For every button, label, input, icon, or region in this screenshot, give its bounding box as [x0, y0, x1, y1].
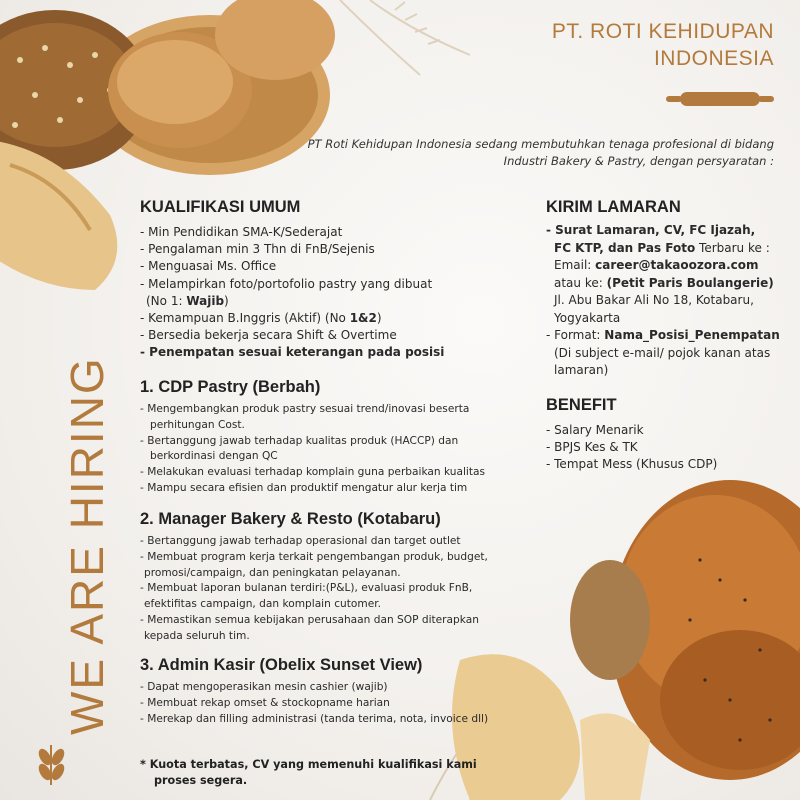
list-item-bold: Wajib [186, 293, 225, 308]
list-item: - Membuat laporan bulanan terdiri:(P&L), evaluasi produk FnB, [140, 582, 473, 595]
kualifikasi-title: KUALIFIKASI UMUM [140, 198, 301, 216]
kirim-line [546, 327, 796, 345]
email-address: career@takaoozora.com [595, 258, 759, 272]
kirim-text: Email: [554, 258, 596, 272]
list-item: - Melakukan evaluasi terhadap komplain guna perbaikan kualitas [140, 466, 486, 479]
list-item: - Memastikan semua kebijakan perusahaan dan SOP diterapkan [140, 613, 479, 626]
list-item: - Penempatan sesuai keterangan pada posisi [140, 345, 445, 360]
quota-note [140, 757, 477, 789]
list-item: - Merekap dan filling administrasi (tanda terima, nota, invoice dll) [140, 712, 489, 725]
kirim-text: - Format: [546, 328, 605, 342]
list-item: - Min Pendidikan SMA-K/Sederajat [140, 225, 343, 239]
list-item: - Bertanggung jawab terhadap kualitas produk (HACCP) dan [140, 434, 459, 447]
kirim-text: atau ke: [554, 275, 607, 290]
position-2-title: 2. Manager Bakery & Resto (Kotabaru) [140, 510, 441, 528]
kirim-line: lamaran) [554, 363, 609, 377]
kirim-line [546, 240, 796, 258]
list-item-text: ) [376, 311, 382, 326]
kirim-line [546, 275, 796, 293]
position-2-list [140, 534, 520, 645]
list-item-text: (No 1: [146, 293, 187, 308]
kirim-lamaran-details [546, 222, 796, 380]
list-item: - Bertanggung jawab terhadap operasional dan target outlet [140, 535, 461, 547]
list-item [140, 293, 480, 310]
kirim-line: (Di subject e-mail/ pojok kanan atas [554, 345, 771, 360]
kirim-line: Yogyakarta [554, 310, 621, 325]
list-item: - Mengembangkan produk pastry sesuai trend/inovasi beserta [140, 403, 470, 415]
kirim-bold: (Petit Paris Boulangerie) [606, 275, 774, 290]
position-3-title: 3. Admin Kasir (Obelix Sunset View) [140, 656, 423, 674]
note-line1: * Kuota terbatas, CV yang memenuhi kualifikasi kami [140, 758, 477, 771]
note-line2: proses segera. [154, 774, 248, 787]
kirim-line: Jl. Abu Bakar Ali No 18, Kotabaru, [554, 293, 754, 307]
wheat-icon [36, 745, 67, 785]
list-item-bold: 1&2 [349, 311, 377, 326]
kirim-lamaran-title: KIRIM LAMARAN [546, 198, 681, 216]
list-item: - Pengalaman min 3 Thn di FnB/Sejenis [140, 242, 375, 257]
rolling-pin-icon [666, 92, 774, 106]
list-item: - Dapat mengoperasikan mesin cashier (wajib) [140, 681, 388, 693]
list-item [140, 310, 480, 327]
company-name-line2: INDONESIA [653, 47, 774, 70]
list-item: berkordinasi dengan QC [150, 450, 278, 463]
list-item: - Membuat rekap omset & stockopname harian [140, 696, 390, 709]
position-1-list [140, 402, 520, 497]
position-3-list [140, 680, 520, 727]
position-1-title: 1. CDP Pastry (Berbah) [140, 378, 321, 396]
wheat-top-illustration [340, 0, 470, 75]
list-item-text: ) [224, 293, 229, 308]
list-item: kepada seluruh tim. [144, 629, 250, 642]
list-item: promosi/campaign, dan peningkatan pelayanan. [144, 566, 401, 579]
rye-bread [570, 560, 650, 680]
kualifikasi-list [140, 224, 480, 362]
list-item: - Mampu secara efisien dan produktif mengatur alur kerja tim [140, 481, 468, 494]
list-item: - Salary Menarik [546, 423, 644, 437]
list-item: - Bersedia bekerja secara Shift & Overtime [140, 328, 397, 343]
kirim-line: - Surat Lamaran, CV, FC Ijazah, [546, 223, 756, 237]
kirim-line [546, 257, 796, 275]
kirim-bold: FC KTP, dan Pas Foto [554, 240, 696, 255]
kirim-bold: Nama_Posisi_Penempatan [604, 328, 780, 342]
benefit-title: BENEFIT [546, 396, 617, 414]
we-are-hiring-banner: WE ARE HIRING [61, 356, 113, 735]
list-item: perhitungan Cost. [150, 418, 245, 431]
intro-line1: PT Roti Kehidupan Indonesia sedang membutuhkan tenaga profesional di bidang [307, 137, 774, 151]
list-item-text: - Kemampuan B.Inggris (Aktif) (No [140, 311, 350, 326]
list-item: - Menguasai Ms. Office [140, 259, 277, 274]
intro-line2: Industri Bakery & Pastry, dengan persyaratan : [503, 154, 774, 168]
list-item: - Tempat Mess (Khusus CDP) [546, 457, 718, 472]
intro-text [294, 136, 774, 170]
benefit-list [546, 422, 786, 474]
company-name [552, 18, 774, 72]
list-item: - BPJS Kes & TK [546, 440, 638, 455]
kirim-text: Terbaru ke : [695, 240, 770, 255]
list-item: - Membuat program kerja terkait pengembangan produk, budget, [140, 550, 488, 563]
company-name-line1: PT. ROTI KEHIDUPAN [551, 20, 774, 43]
list-item: efektifitas campaign, dan komplain cutomer. [144, 598, 381, 611]
list-item: - Melampirkan foto/portofolio pastry yang dibuat [140, 276, 433, 291]
